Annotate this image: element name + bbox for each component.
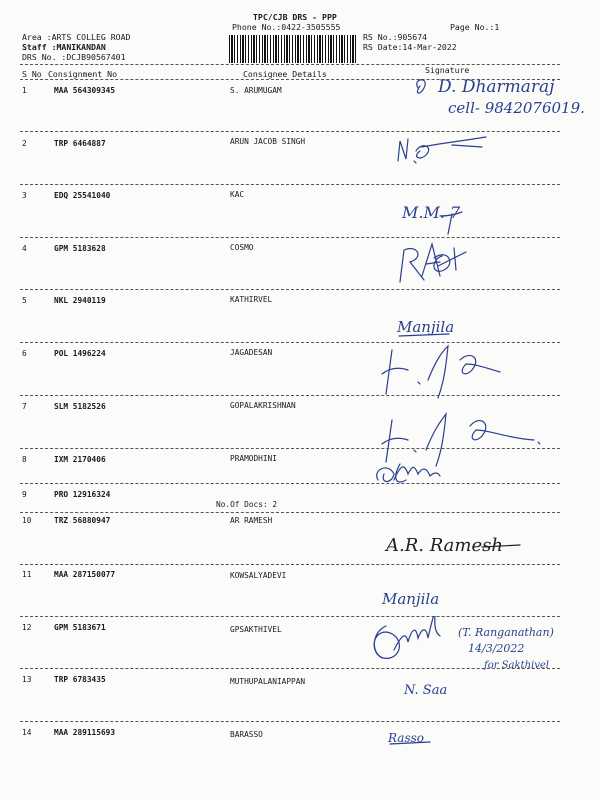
row-consignment: TRP 6783435 (54, 675, 106, 684)
row-consignment: IXM 2170406 (54, 455, 106, 464)
row-sno: 6 (22, 349, 27, 358)
row-consignee: S. ARUMUGAM (230, 86, 282, 95)
row-consignee: KAC (230, 190, 245, 199)
signature-5-name: Manjila (397, 318, 455, 336)
signature-11-name: Manjila (382, 590, 440, 608)
signature-10-name: A.R. Ramesh (386, 535, 503, 556)
row-sno: 13 (22, 675, 32, 684)
row-sno: 1 (22, 86, 27, 95)
document-title: TPC/CJB DRS - PPP (253, 12, 337, 22)
rs-number: RS No.:905674 (363, 32, 428, 42)
signature-12-date: 14/3/2022 (468, 642, 525, 655)
divider (20, 512, 560, 513)
row-consignment: MAA 287150077 (54, 570, 116, 579)
signature-4 (394, 236, 484, 286)
row-sno: 8 (22, 455, 27, 464)
row-sno: 4 (22, 244, 27, 253)
row-consignment: SLM 5182526 (54, 402, 106, 411)
divider (20, 483, 560, 484)
signature-3-mark: M.M. 7 (402, 203, 461, 222)
row-sno: 5 (22, 296, 27, 305)
row-consignee: GOPALAKRISHNAN (230, 401, 296, 410)
row-consignee: JAGADESAN (230, 348, 273, 357)
row-consignee: KOWSALYADEVI (230, 571, 287, 580)
signature-8 (372, 458, 452, 490)
row-consignee: MUTHUPALANIAPPAN (230, 677, 306, 686)
row-consignment: GPM 5183628 (54, 244, 106, 253)
rs-date: RS Date:14-Mar-2022 (363, 42, 457, 52)
row-consignment: POL 1496224 (54, 349, 106, 358)
row-sno: 7 (22, 402, 27, 411)
row-consignee: KATHIRVEL (230, 295, 273, 304)
divider (20, 721, 560, 722)
row-sno: 11 (22, 570, 32, 579)
row-consignment: TRZ 56880947 (54, 516, 111, 525)
signature-12 (372, 616, 592, 682)
signature-1-phone: cell- 9842076019. (448, 99, 585, 117)
row-sno: 12 (22, 623, 32, 632)
row-consignee: BARASSO (230, 730, 263, 739)
col-consignment: Consignment No (48, 69, 118, 79)
signature-6 (378, 342, 513, 402)
signature-12-note: for Sakthivel (484, 660, 549, 671)
row-consignee: GPSAKTHIVEL (230, 625, 282, 634)
row-sno: 10 (22, 516, 32, 525)
col-sno: S No (22, 69, 42, 79)
row-consignment: TRP 6464887 (54, 139, 106, 148)
signature-13-name: N. Saa (404, 683, 448, 698)
signature-1 (410, 72, 595, 122)
row-consignee: COSMO (230, 243, 254, 252)
row-sno: 9 (22, 490, 27, 499)
divider (20, 564, 560, 565)
col-consignee: Consignee Details (243, 69, 327, 79)
row-consignee: PRAMODHINI (230, 454, 277, 463)
page-number: Page No.:1 (450, 22, 500, 32)
signature-11 (380, 582, 460, 614)
row-sno: 3 (22, 191, 27, 200)
divider (20, 289, 560, 290)
staff-label: Staff :MANIKANDAN (22, 42, 106, 52)
signature-1-name: D. Dharmaraj (438, 77, 555, 97)
row-sno: 14 (22, 728, 32, 737)
row-consignment: PRO 12916324 (54, 490, 111, 499)
row-consignment: EDQ 25541040 (54, 191, 111, 200)
signature-2 (392, 133, 502, 173)
signature-5 (395, 312, 475, 342)
signature-13 (400, 676, 480, 704)
docs-count: No.Of Docs: 2 (216, 500, 278, 509)
signature-10 (382, 527, 522, 563)
barcode (229, 35, 357, 63)
signature-3 (400, 196, 480, 241)
col-signature: Signature (425, 65, 470, 75)
row-consignee: ARUN JACOB SINGH (230, 137, 306, 146)
area-label: Area :ARTS COLLEG ROAD (22, 32, 131, 42)
signature-14 (386, 726, 466, 748)
phone-number: Phone No.:0422-3505555 (232, 22, 341, 32)
row-consignment: NKL 2940119 (54, 296, 106, 305)
row-consignment: MAA 564309345 (54, 86, 116, 95)
row-consignment: GPM 5183671 (54, 623, 106, 632)
row-consignment: MAA 289115693 (54, 728, 116, 737)
divider (20, 64, 560, 65)
signature-14-name: Rasso (388, 731, 425, 745)
divider (20, 184, 560, 185)
row-sno: 2 (22, 139, 27, 148)
drs-number: DRS No. :DCJB90567401 (22, 52, 126, 62)
signature-12-name: (T. Ranganathan) (458, 626, 554, 639)
divider (20, 131, 560, 132)
row-consignee: AR RAMESH (230, 516, 273, 525)
